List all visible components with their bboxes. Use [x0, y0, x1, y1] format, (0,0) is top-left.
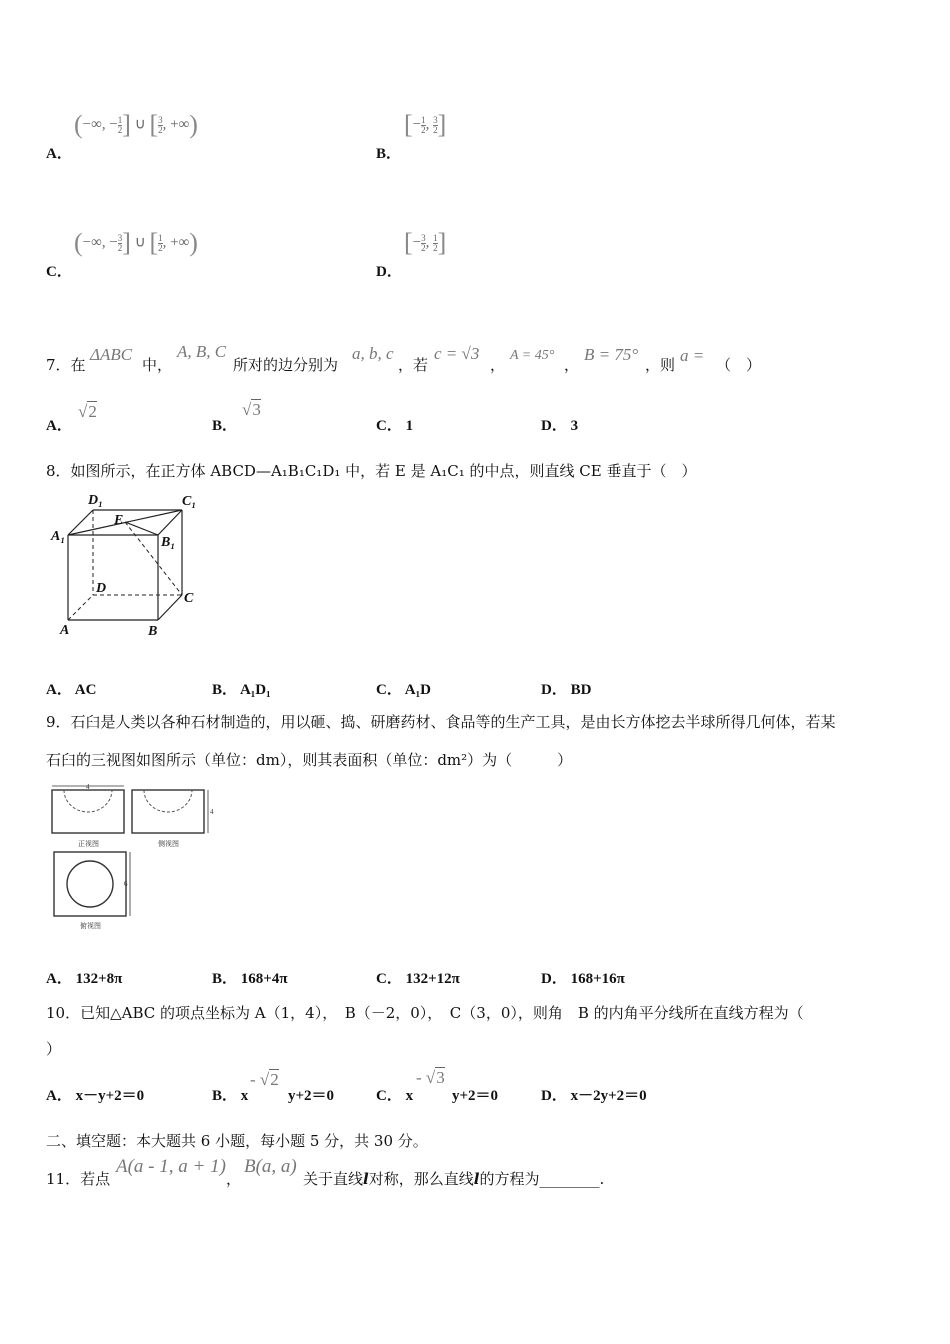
q9-option-b	[212, 967, 288, 988]
q10-option-b-value-pre: x	[240, 1088, 249, 1104]
q8-option-a	[46, 678, 96, 699]
q9-option-a-label: A．	[46, 971, 72, 987]
q9-option-a-value: 132+8π	[75, 971, 123, 987]
q8-option-c	[376, 678, 431, 699]
section-2-heading: 二、填空题：本大题共 6 小题，每小题 5 分，共 30 分。	[46, 1132, 428, 1150]
top-view-circle	[67, 861, 113, 907]
q9-option-d-value: 168+16π	[570, 971, 625, 987]
q7-option-a	[46, 414, 72, 435]
q7-option-c-label: C．	[376, 418, 402, 434]
q10-option-b	[212, 1084, 248, 1105]
front-dim-label: 4	[86, 783, 90, 791]
q7-math-sides: a, b, c	[352, 344, 394, 363]
q8-option-d	[541, 678, 591, 699]
q7-math-triangle: ΔABC	[90, 345, 133, 364]
q11-math-B: B(a, a)	[244, 1156, 297, 1177]
q8-option-b-label: B．	[212, 682, 238, 698]
q11-text-1: 若点	[80, 1170, 111, 1188]
q6-option-b-label: B．	[376, 146, 402, 162]
q8-stem: 8．如图所示，在正方体 ABCD—A₁B₁C₁D₁ 中，若 E 是 A₁C₁ 的中点，则直线 CE 垂直于（ ）	[46, 462, 697, 480]
label-a1: A₁	[51, 529, 66, 544]
q8-option-b-value: A₁D₁	[239, 682, 271, 698]
q7-text-4: ，若	[398, 356, 429, 374]
label-e: E	[114, 513, 124, 528]
edge-b-c	[158, 595, 182, 620]
q10-option-a	[46, 1084, 144, 1105]
q10-option-d	[541, 1084, 647, 1105]
side-view-hemisphere	[144, 790, 192, 812]
q7-math-c: c = √3	[434, 344, 480, 363]
q7-option-b-value: √3	[242, 400, 261, 419]
q7-text-2: 中，	[142, 356, 173, 374]
q10-stem-line-1: 10．已知△ABC 的项点坐标为 A（1，4）， B（－2，0）， C（3，0），则角 B 的内角平分线所在直线方程为（	[46, 1004, 804, 1022]
q9-option-d	[541, 967, 625, 988]
q10-option-a-value: x－y+2＝0	[75, 1088, 145, 1104]
top-view-caption: 俯视图	[80, 922, 101, 930]
label-a: A	[60, 623, 70, 638]
q9-option-c-label: C．	[376, 971, 402, 987]
q9-stem-line-2: 石臼的三视图如图所示（单位：dm），则其表面积（单位：dm²）为（ ）	[46, 751, 573, 769]
q6-option-a-math: (−∞, − $\frac{1}{2}$ ] ∪ [ $\frac{3}{2}$ , +∞)	[74, 110, 198, 139]
q7-math-angles: A, B, C	[177, 342, 227, 361]
q7-number: 7．	[46, 356, 71, 374]
q7-math-A: A = 45°	[510, 348, 555, 363]
q11-text-5: 的方程为________.	[479, 1170, 605, 1188]
q11-stem-start	[46, 1168, 110, 1189]
q8-option-d-label: D．	[541, 682, 567, 698]
q9-option-b-value: 168+4π	[240, 971, 288, 987]
q11-math-A: A(a - 1, a + 1)	[116, 1156, 226, 1177]
side-view-caption: 侧视图	[158, 840, 179, 848]
q9-stem-line-1: 9．石臼是人类以各种石材制造的，用以砸、捣、研磨药材、食品等的生产工具，是由长方体挖去半球所得几何体，若某	[46, 713, 836, 731]
q7-option-b	[212, 414, 237, 435]
q9-option-d-label: D．	[541, 971, 567, 987]
label-c: C	[184, 591, 194, 606]
q7-math-a: a =	[680, 346, 705, 365]
q7-text-1: 在	[70, 356, 86, 374]
q7-option-b-label: B．	[212, 418, 238, 434]
q9-option-b-label: B．	[212, 971, 238, 987]
q9-option-c	[376, 967, 460, 988]
q7-stem	[46, 354, 86, 375]
q8-option-a-value: AC	[74, 682, 97, 698]
q7-option-d-label: D．	[541, 418, 567, 434]
q11-text-2: ，	[226, 1170, 242, 1188]
q7-text-6: ，	[564, 356, 580, 374]
q10-option-c-math: - √3	[416, 1068, 445, 1087]
q8-option-a-label: A．	[46, 682, 72, 698]
label-b: B	[148, 624, 158, 639]
label-d: D	[96, 581, 107, 596]
q7-text-5: ，	[490, 356, 506, 374]
q9-option-a	[46, 967, 122, 988]
q9-option-c-value: 132+12π	[405, 971, 460, 987]
q7-text-3: 所对的边分别为	[233, 356, 339, 374]
q11-text-4: 对称，那么直线	[368, 1170, 474, 1188]
q11-var-l2: l	[473, 1170, 480, 1188]
q6-option-d-label: D．	[376, 264, 402, 280]
front-view-caption: 正视图	[78, 840, 99, 848]
q6-option-b-math: [− $\frac{1}{2}$ , $\frac{3}{2}$ ]	[404, 110, 447, 139]
q7-option-c	[376, 414, 413, 435]
q9-three-view-figure	[46, 782, 216, 932]
q10-option-c-value-pre: x	[405, 1088, 414, 1104]
q6-option-d-math: [− $\frac{3}{2}$ , $\frac{1}{2}$ ]	[404, 228, 447, 257]
top-dim-label: 6	[124, 880, 128, 888]
q10-option-b-label: B．	[212, 1088, 238, 1104]
q6-option-c-label: C．	[46, 264, 72, 280]
edge-a1-d1	[68, 510, 93, 535]
q8-option-d-value: BD	[570, 682, 592, 698]
side-dim-label: 4	[210, 808, 214, 816]
q11-text-3: 关于直线	[303, 1170, 364, 1188]
q8-option-b	[212, 678, 271, 699]
q11-number: 11．	[46, 1170, 81, 1188]
q6-option-c-math: (−∞, − $\frac{3}{2}$ ] ∪ [ $\frac{1}{2}$ , +∞)	[74, 228, 198, 257]
q7-text-8: （ ）	[716, 356, 762, 374]
hidden-edge-a-d	[68, 595, 93, 620]
q10-option-d-value: x－2y+2＝0	[570, 1088, 647, 1104]
q10-option-b-math: - √2	[250, 1070, 279, 1089]
q8-option-c-value: A₁D	[404, 682, 431, 698]
q10-option-c	[376, 1084, 413, 1105]
q8-cube-figure	[48, 490, 208, 640]
q10-option-b-post: y+2＝0	[288, 1088, 335, 1104]
q6-option-a-label: A．	[46, 146, 72, 162]
q11-tail	[303, 1168, 604, 1189]
q10-option-c-post: y+2＝0	[452, 1088, 499, 1104]
q7-option-d-value: 3	[570, 418, 579, 434]
q7-option-a-value: √2	[78, 402, 97, 421]
q7-option-c-value: 1	[405, 418, 414, 434]
q7-text-7: ，则	[645, 356, 676, 374]
q11-var-l: l	[363, 1170, 369, 1188]
q10-stem-line-2: ）	[46, 1040, 62, 1058]
q7-option-d	[541, 414, 578, 435]
q10-option-d-label: D．	[541, 1088, 567, 1104]
q7-math-B: B = 75°	[584, 345, 639, 364]
q8-option-c-label: C．	[376, 682, 402, 698]
q10-option-a-label: A．	[46, 1088, 72, 1104]
q10-option-c-label: C．	[376, 1088, 402, 1104]
front-view-hemisphere	[64, 790, 112, 812]
label-d1: D₁	[88, 493, 103, 508]
q7-option-a-label: A．	[46, 418, 72, 434]
edge-b1-c1	[158, 510, 182, 535]
label-c1: C₁	[182, 494, 197, 509]
label-b1: B₁	[161, 535, 176, 550]
